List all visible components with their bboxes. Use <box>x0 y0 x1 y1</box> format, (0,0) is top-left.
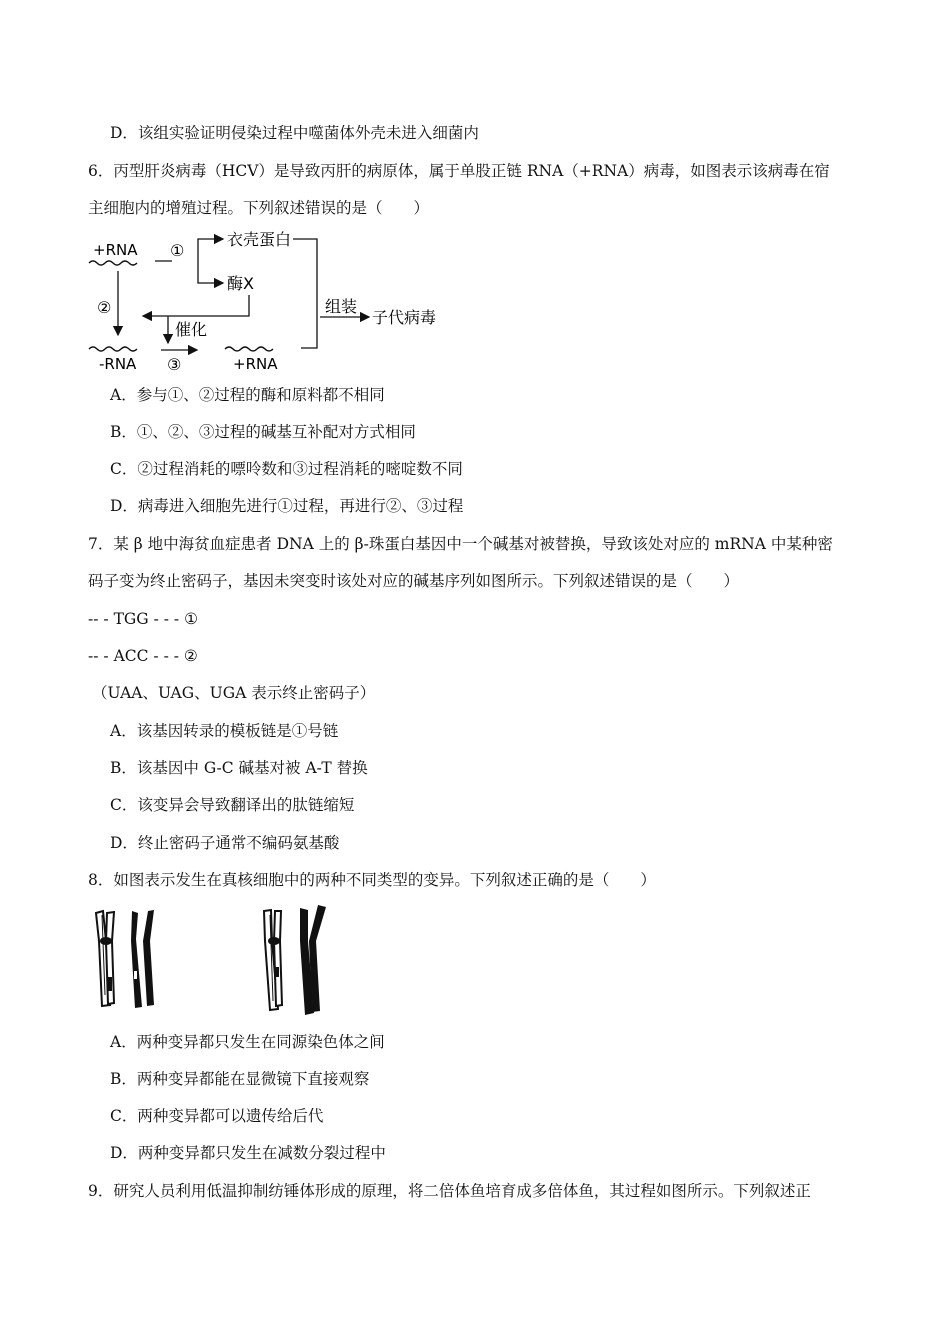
chromosome-variation-figure <box>88 905 348 1020</box>
q6-option-d: D．病毒进入细胞先进行①过程，再进行②、③过程 <box>110 497 464 515</box>
q7-option-b: B．该基因中 G-C 碱基对被 A-T 替换 <box>110 759 368 777</box>
chromosome-pair-1 <box>96 910 154 1008</box>
wavy-rna-top <box>89 261 137 265</box>
q7-stem-line1: 7．某 β 地中海贫血症患者 DNA 上的 β-珠蛋白基因中一个碱基对被替换，导致该处对应的 mRNA 中某种密 <box>88 535 833 553</box>
label-coat-protein: 衣壳蛋白 <box>227 230 292 249</box>
q8-option-d: D．两种变异都只发生在减数分裂过程中 <box>110 1144 386 1162</box>
q7-sequence-2: -- - ACC - - - ② <box>88 647 198 665</box>
q6-option-c: C．②过程消耗的嘌呤数和③过程消耗的嘧啶数不同 <box>110 460 463 478</box>
q7-option-c: C．该变异会导致翻译出的肽链缩短 <box>110 796 355 814</box>
q6-option-b: B．①、②、③过程的碱基互补配对方式相同 <box>110 423 416 441</box>
q6-stem-line1: 6．丙型肝炎病毒（HCV）是导致丙肝的病原体，属于单股正链 RNA（+RNA）病毒，如图表示该病毒在宿 <box>88 162 830 180</box>
q7-stem-line2: 码子变为终止密码子，基因未突变时该处对应的碱基序列如图所示。下列叙述错误的是（ ） <box>88 572 740 590</box>
chromosome-pair-2 <box>264 905 326 1015</box>
q9-stem: 9．研究人员利用低温抑制纺锤体形成的原理，将二倍体鱼培育成多倍体鱼，其过程如图所示。下列叙述正 <box>88 1182 811 1200</box>
q8-option-c: C．两种变异都可以遗传给后代 <box>110 1107 324 1125</box>
label-catalyze: 催化 <box>175 320 208 339</box>
q8-stem: 8．如图表示发生在真核细胞中的两种不同类型的变异。下列叙述正确的是（ ） <box>88 871 656 889</box>
label-plus-rna-top: +RNA <box>93 241 138 259</box>
q6-stem-line2: 主细胞内的增殖过程。下列叙述错误的是（ ） <box>88 199 430 217</box>
label-minus-rna: -RNA <box>99 355 137 373</box>
q7-option-a: A．该基因转录的模板链是①号链 <box>110 722 339 740</box>
q5-option-d: D．该组实验证明侵染过程中噬菌体外壳未进入细菌内 <box>110 124 479 142</box>
q8-option-a: A．两种变异都只发生在同源染色体之间 <box>110 1033 385 1051</box>
hcv-replication-diagram <box>85 225 455 377</box>
step3-label: ③ <box>167 355 182 374</box>
wavy-rna-right <box>225 347 273 351</box>
q7-sequence-1: -- - TGG - - - ① <box>88 610 198 628</box>
step1-label: ① <box>170 241 185 260</box>
q8-option-b: B．两种变异都能在显微镜下直接观察 <box>110 1070 370 1088</box>
label-offspring-virus: 子代病毒 <box>372 308 437 327</box>
label-enzyme-x: 酶X <box>227 274 254 293</box>
q7-option-d: D．终止密码子通常不编码氨基酸 <box>110 834 340 852</box>
label-assemble: 组装 <box>325 297 358 316</box>
wavy-rna-left <box>89 347 137 351</box>
label-plus-rna-right: +RNA <box>233 355 278 373</box>
q6-option-a: A．参与①、②过程的酶和原料都不相同 <box>110 386 385 404</box>
q7-note: （UAA、UAG、UGA 表示终止密码子） <box>92 684 376 702</box>
step2-label: ② <box>97 298 112 317</box>
